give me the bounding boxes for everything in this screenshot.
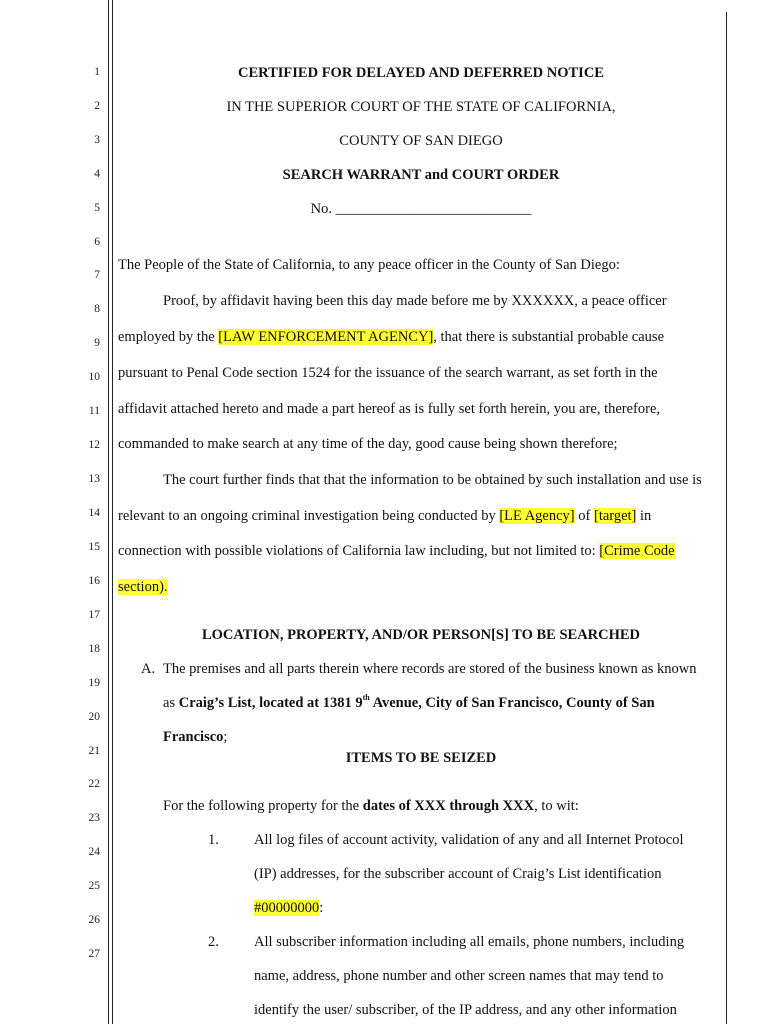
location-heading: LOCATION, PROPERTY, AND/OR PERSON[S] TO BE SEARCHED	[201, 627, 641, 643]
county-name: COUNTY OF SAN DIEGO	[339, 133, 503, 149]
line-number: 27	[88, 948, 100, 960]
court-name: IN THE SUPERIOR COURT OF THE STATE OF CALIFORNIA,	[226, 99, 616, 115]
item-line: name, address, phone number and other screen names that may tend to	[254, 968, 664, 984]
location-line: as Craig’s List, located at 1381 9th Avenue, City of San Francisco, County of San	[163, 693, 655, 711]
line-number: 6	[94, 236, 100, 248]
line-number: 26	[88, 914, 100, 926]
items-heading: ITEMS TO BE SEIZED	[345, 750, 497, 766]
line-number: 23	[88, 812, 100, 824]
item-line: All log files of account activity, validation of any and all Internet Protocol	[254, 832, 684, 848]
line-number: 19	[88, 677, 100, 689]
line-number: 10	[88, 371, 100, 383]
location-line: The premises and all parts therein where records are stored of the business known as known	[163, 661, 697, 677]
line-number: 18	[88, 643, 100, 655]
body-line: The court further finds that that the information to be obtained by such installation and use is	[163, 472, 702, 488]
body-line: relevant to an ongoing criminal investigation being conducted by [LE Agency] of [target] in	[118, 508, 652, 524]
salutation: The People of the State of California, to any peace officer in the County of San Diego:	[118, 257, 620, 273]
line-number: 21	[88, 745, 100, 757]
line-number: 2	[94, 100, 100, 112]
left-margin-rule-inner	[112, 0, 113, 1024]
line-number: 8	[94, 303, 100, 315]
body-line: pursuant to Penal Code section 1524 for the issuance of the search warrant, as set forth in the	[118, 365, 658, 381]
location-line: Francisco;	[163, 729, 228, 745]
certified-notice-heading: CERTIFIED FOR DELAYED AND DEFERRED NOTICE	[238, 65, 604, 81]
item-line: (IP) addresses, for the subscriber account of Craig’s List identification	[254, 866, 662, 882]
line-number: 13	[88, 473, 100, 485]
body-line: affidavit attached hereto and made a part hereof as is fully set forth herein, you are, therefore,	[118, 401, 661, 417]
placeholder-highlight: #00000000	[254, 900, 320, 916]
line-number: 11	[88, 405, 100, 417]
item-number: 1.	[208, 832, 219, 848]
line-number: 25	[88, 880, 100, 892]
line-number: 12	[88, 439, 100, 451]
line-number: 7	[94, 269, 100, 281]
placeholder-highlight: [target]	[593, 508, 637, 524]
item-line: #00000000:	[254, 900, 324, 916]
body-line	[118, 578, 168, 596]
placeholder-highlight: section).	[118, 579, 168, 595]
item-line: All subscriber information including all emails, phone numbers, including	[254, 934, 685, 950]
body-line: commanded to make search at any time of the day, good cause being shown therefore;	[118, 436, 618, 452]
right-margin-rule	[726, 12, 727, 1024]
line-number: 9	[94, 337, 100, 349]
item-line: identify the user/ subscriber, of the IP address, and any other information	[254, 1002, 677, 1018]
item-number: 2.	[208, 934, 219, 950]
body-line: employed by the [LAW ENFORCEMENT AGENCY], that there is substantial probable cause	[118, 329, 664, 345]
line-number: 17	[88, 609, 100, 621]
case-number: No. ___________________________	[310, 201, 532, 217]
body-line: connection with possible violations of California law including, but not limited to: [Crime Code	[118, 543, 675, 559]
list-marker: A.	[141, 661, 156, 677]
line-number: 4	[94, 168, 100, 180]
line-number: 5	[94, 202, 100, 214]
document-title: SEARCH WARRANT and COURT ORDER	[282, 167, 560, 183]
line-number: 22	[88, 778, 100, 790]
line-number: 20	[88, 711, 100, 723]
line-number: 15	[88, 541, 100, 553]
line-number: 24	[88, 846, 100, 858]
placeholder-highlight: [LE Agency]	[499, 508, 575, 524]
line-number: 3	[94, 134, 100, 146]
line-number: 16	[88, 575, 100, 587]
line-number: 14	[88, 507, 100, 519]
placeholder-highlight: [Crime Code	[599, 543, 675, 559]
items-intro: For the following property for the dates of XXX through XXX, to wit:	[163, 798, 579, 814]
line-number: 1	[94, 66, 100, 78]
body-line: Proof, by affidavit having been this day made before me by XXXXXX, a peace officer	[163, 293, 667, 309]
placeholder-highlight: [LAW ENFORCEMENT AGENCY]	[218, 329, 434, 345]
left-margin-rule	[108, 0, 109, 1024]
